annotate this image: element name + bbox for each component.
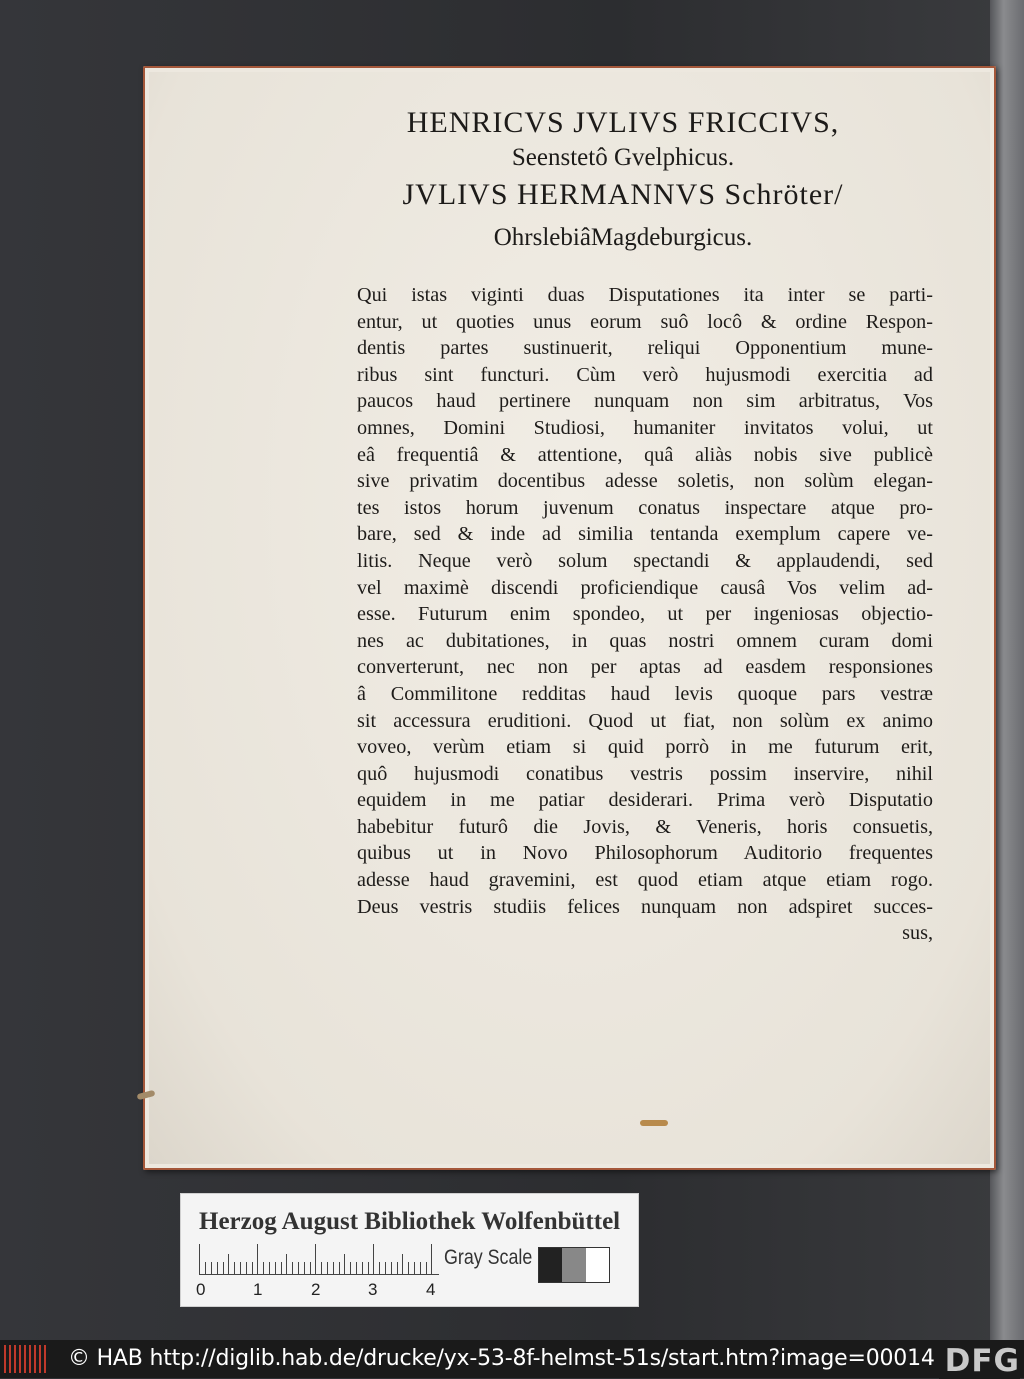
body-line: esse. Futurum enim spondeo, ut per ingeniosas objectio- [357, 603, 933, 626]
ruler-tick [373, 1244, 374, 1274]
body-line: ribus sint functuri. Cùm verò hujusmodi exercitia ad [357, 363, 933, 386]
ruler-tick [315, 1244, 316, 1274]
body-line: vel maximè discendi proficiendique causâ Vos velim ad- [357, 576, 933, 599]
ruler-tick [402, 1254, 403, 1274]
body-line: eâ frequentiâ & attentione, quâ aliàs nobis sive publicè [357, 443, 933, 466]
ruler-number: 2 [311, 1280, 321, 1299]
body-line: habebitur futurô die Jovis, & Veneris, horis consuetis, [357, 815, 933, 838]
ruler [199, 1244, 439, 1274]
dfg-logo: DFG [939, 1343, 1020, 1379]
ruler-tick [286, 1254, 287, 1274]
ruler-tick [385, 1262, 386, 1274]
ruler-tick [414, 1262, 415, 1274]
ruler-tick [310, 1262, 311, 1274]
body-line: tes istos horum juvenum conatus inspectare atque pro- [357, 496, 933, 519]
catchword: sus, [902, 922, 933, 945]
gray-scale-label: Gray Scale [444, 1246, 533, 1269]
heading-line-1: HENRICVS JVLIVS FRICCIVS, [406, 106, 840, 139]
ruler-tick [379, 1262, 380, 1274]
ruler-tick [199, 1244, 200, 1274]
body-line: quibus ut in Novo Philosophorum Auditorio frequentes [357, 842, 933, 865]
gray-scale-swatches [538, 1247, 610, 1283]
ruler-tick [269, 1262, 270, 1274]
ruler-tick [281, 1262, 282, 1274]
ruler-tick [223, 1262, 224, 1274]
ruler-tick [350, 1262, 351, 1274]
ruler-tick [228, 1254, 229, 1274]
ruler-tick [205, 1262, 206, 1274]
hab-logo-icon [4, 1345, 46, 1373]
body-line: paucos haud pertinere nunquam non sim arbitratus, Vos [357, 390, 933, 413]
ruler-tick [246, 1262, 247, 1274]
ruler-tick [362, 1262, 363, 1274]
ruler-tick [408, 1262, 409, 1274]
ruler-tick [304, 1262, 305, 1274]
heading-line-4: OhrslebiâMagdeburgicus. [493, 224, 753, 251]
ruler-number: 4 [426, 1280, 436, 1299]
ruler-tick [431, 1244, 432, 1274]
ruler-tick [292, 1262, 293, 1274]
body-line: Qui istas viginti duas Disputationes ita inter se parti- [357, 284, 933, 306]
ruler-tick [217, 1262, 218, 1274]
body-line: equidem in me patiar desiderari. Prima verò Disputatio [357, 789, 933, 812]
ruler-number: 3 [368, 1280, 378, 1299]
color-scale-card [180, 1193, 639, 1307]
heading-line-2: Seenstetô Gvelphicus. [511, 144, 735, 171]
swatch-black [539, 1248, 562, 1282]
ruler-tick [327, 1262, 328, 1274]
ruler-tick [257, 1244, 258, 1274]
body-line: entur, ut quoties unus eorum suô locô & ordine Respon- [357, 310, 933, 333]
ruler-tick [263, 1262, 264, 1274]
swatch-white [586, 1248, 609, 1282]
body-line: dentis partes sustinuerit, reliqui Opponentium mune- [357, 337, 933, 360]
body-line: omnes, Domini Studiosi, humaniter invitatos volui, ut [357, 416, 933, 439]
body-line: â Commilitone redditas haud levis quoque pars vestræ [357, 682, 933, 705]
body-line: nes ac dubitationes, in quas nostri omnem curam domi [357, 629, 933, 652]
body-line: adesse haud gravemini, est quod etiam atque etiam rogo. [357, 869, 933, 892]
ruler-tick [275, 1262, 276, 1274]
body-paragraph [357, 282, 933, 947]
swatch-gray [562, 1248, 585, 1282]
ruler-tick [344, 1254, 345, 1274]
body-line: Deus vestris studiis felices nunquam non adspiret succes- [357, 895, 933, 918]
body-line: quô hujusmodi conatibus vestris possim inservire, nihil [357, 762, 933, 785]
body-line: sit accessura eruditioni. Quod ut fiat, non solùm ex animo [357, 709, 933, 732]
ruler-tick [252, 1262, 253, 1274]
document-page [143, 66, 996, 1170]
ruler-tick [211, 1262, 212, 1274]
ruler-tick [356, 1262, 357, 1274]
body-line: litis. Neque verò solum spectandi & applaudendi, sed [357, 549, 933, 572]
ruler-tick [426, 1262, 427, 1274]
ruler-tick [333, 1262, 334, 1274]
page-ornament [640, 1120, 668, 1126]
ruler-tick [321, 1262, 322, 1274]
footer-bar [0, 1340, 1024, 1378]
ruler-tick [391, 1262, 392, 1274]
library-name: Herzog August Bibliothek Wolfenbüttel [199, 1208, 621, 1235]
footer-link[interactable]: © HAB http://diglib.hab.de/drucke/yx-53-8f-helmst-51s/start.htm?image=00014 [68, 1346, 935, 1371]
ruler-number: 0 [196, 1280, 206, 1299]
ruler-tick [234, 1262, 235, 1274]
ruler-tick [240, 1262, 241, 1274]
ruler-tick [420, 1262, 421, 1274]
ruler-tick [368, 1262, 369, 1274]
ruler-baseline [199, 1274, 439, 1275]
ruler-tick [397, 1262, 398, 1274]
body-line: sive privatim docentibus adesse soletis, non solùm elegan- [357, 470, 933, 493]
heading-line-3: JVLIVS HERMANNVS Schröter/ [402, 178, 844, 211]
body-line: bare, sed & inde ad similia tentanda exemplum capere ve- [357, 523, 933, 546]
body-line: converterunt, nec non per aptas ad easdem responsiones [357, 656, 933, 679]
ruler-tick [339, 1262, 340, 1274]
ruler-tick [298, 1262, 299, 1274]
body-line: voveo, verùm etiam si quid porrò in me futurum erit, [357, 736, 933, 759]
ruler-number: 1 [253, 1280, 263, 1299]
